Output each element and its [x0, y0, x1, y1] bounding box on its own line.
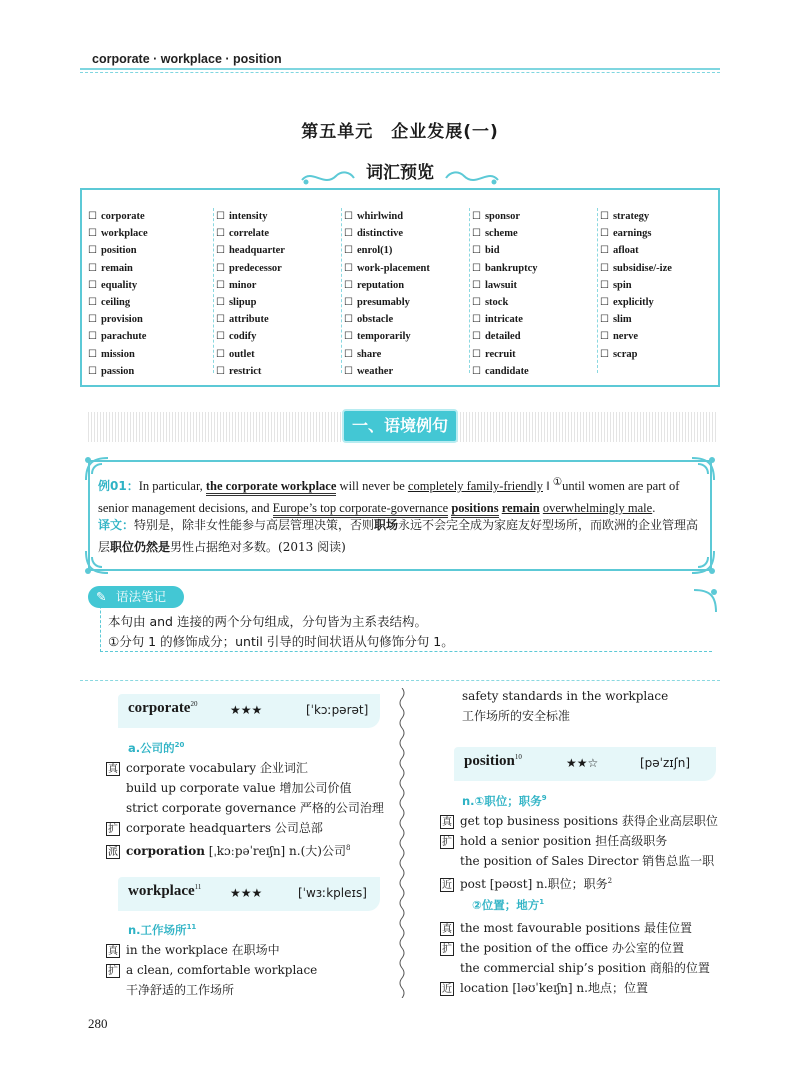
vocab-item[interactable]: ☐ afloat: [600, 245, 639, 257]
checkbox-icon[interactable]: ☐: [88, 262, 97, 274]
checkbox-icon[interactable]: ☐: [472, 279, 481, 291]
headword: workplace$^{11}$: [128, 883, 202, 899]
checkbox-icon[interactable]: ☐: [216, 279, 225, 291]
checkbox-icon[interactable]: ☐: [344, 296, 353, 308]
extend-mark: 扩: [442, 943, 452, 955]
vocab-item[interactable]: ☐ recruit: [472, 348, 516, 360]
vocab-item[interactable]: ☐ codify: [216, 331, 257, 343]
vocab-item[interactable]: ☐ intensity: [216, 211, 268, 222]
checkbox-icon[interactable]: ☐: [344, 228, 353, 240]
vocab-item[interactable]: ☐ outlet: [216, 348, 255, 360]
vocab-item[interactable]: ☐ parachute: [88, 331, 147, 343]
header-rule: [80, 68, 720, 76]
checkbox-icon[interactable]: ☐: [472, 348, 481, 360]
vocab-column-1: [88, 208, 214, 380]
checkbox-icon[interactable]: ☐: [88, 211, 97, 222]
vocab-item[interactable]: ☐ temporarily: [344, 331, 411, 343]
checkbox-icon[interactable]: ☐: [88, 245, 97, 257]
vocab-item[interactable]: ☐ ceiling: [88, 296, 131, 308]
extend-mark: 扩: [442, 836, 452, 848]
checkbox-icon[interactable]: ☐: [216, 245, 225, 257]
phonetic: [ˈwɜːkpleɪs]: [298, 886, 367, 900]
vocab-item[interactable]: ☐ whirlwind: [344, 211, 404, 222]
phonetic: [ˈkɔːpərət]: [306, 703, 369, 717]
part-of-speech: n.①职位；职务$^9$: [462, 794, 547, 808]
checkbox-icon[interactable]: ☐: [216, 331, 225, 343]
checkbox-icon[interactable]: ☐: [600, 314, 609, 326]
entry-lines-position-2: 真 the most favourable positions 最佳位置 扩 the position of the office 办公室的位置 the commercial ship’s position 商船的位置 近 location [ləʊˈkeɪʃn] n.地点；位置: [442, 921, 710, 995]
vocab-item[interactable]: ☐ slipup: [216, 296, 257, 308]
example-translation: 译文：特别是，除非女性能参与高层管理决策，否则职场永远不会完全成为家庭友好型场所，而欧洲的企业管理高层职位仍然是男性占据绝对多数。(2013 阅读): [98, 518, 699, 554]
checkbox-icon[interactable]: ☐: [472, 314, 481, 326]
vocab-column-3: [344, 208, 470, 380]
real-exam-mark: 真: [108, 763, 118, 775]
part-of-speech: a.公司的$^{20}$: [128, 741, 185, 755]
entry-lines-workplace: 真 in the workplace 在职场中 扩 a clean, comfortable workplace 干净舒适的工作场所: [108, 943, 318, 997]
pen-icon: ✎: [96, 589, 107, 604]
star-rating: ★★☆: [566, 756, 599, 770]
extend-mark: 扩: [108, 823, 118, 835]
checkbox-icon[interactable]: ☐: [88, 228, 97, 240]
corner-ornament-icon: [690, 586, 720, 616]
checkbox-icon[interactable]: ☐: [472, 245, 481, 257]
vocab-item[interactable]: ☐ attribute: [216, 314, 269, 326]
checkbox-icon[interactable]: ☐: [88, 365, 97, 377]
vocab-item[interactable]: ☐ lawsuit: [472, 279, 518, 291]
extend-mark: 扩: [108, 965, 118, 977]
checkbox-icon[interactable]: ☐: [472, 262, 481, 274]
section-divider: [80, 680, 720, 681]
vocab-item[interactable]: ☐ restrict: [216, 365, 262, 377]
checkbox-icon[interactable]: ☐: [600, 296, 609, 308]
vocab-item[interactable]: ☐ headquarter: [216, 245, 285, 257]
checkbox-icon[interactable]: ☐: [216, 228, 225, 240]
vocab-item[interactable]: ☐ obstacle: [344, 314, 394, 326]
synonym-mark: 近: [442, 879, 452, 891]
checkbox-icon[interactable]: ☐: [88, 279, 97, 291]
subject-phrase: the corporate workplace: [206, 479, 337, 496]
checkbox-icon[interactable]: ☐: [600, 348, 609, 360]
entry-lines-corporate: 真 corporate vocabulary 企业词汇 build up corporate value 增加公司价值 strict corporate governance 严格的公司治理 扩 corporate headquarters 公司总部 派 corporation [ˌkɔːpəˈreɪʃn] n.(大)公司$^8$: [108, 761, 384, 858]
entry-header-position: [454, 747, 716, 781]
checkbox-icon[interactable]: ☐: [344, 245, 353, 257]
checkbox-icon[interactable]: ☐: [600, 279, 609, 291]
example-sentence-en: 例01：In particular, the corporate workplace will never be completely family-friendly ‖ ①until women are part of senior management decisions, and Europe’s top corporate-governance positions remain overwhelmingly male.: [98, 472, 703, 519]
vocab-item[interactable]: ☐ bankruptcy: [472, 262, 538, 274]
vocab-item[interactable]: ☐ passion: [88, 365, 135, 377]
real-exam-mark: 真: [108, 945, 118, 957]
checkbox-icon[interactable]: ☐: [472, 228, 481, 240]
vocab-item[interactable]: ☐ explicitly: [600, 296, 654, 308]
vocab-item[interactable]: ☐ slim: [600, 314, 632, 326]
vocab-item[interactable]: ☐ nerve: [600, 331, 639, 343]
vocab-item[interactable]: ☐ earnings: [600, 228, 652, 240]
predicate-phrase: completely family-friendly: [407, 479, 543, 494]
vocab-item[interactable]: ☐ share: [344, 348, 382, 360]
vocab-preview-box: [80, 188, 720, 387]
vocab-item[interactable]: ☐ bid: [472, 245, 500, 257]
translation-label: 译文：: [98, 518, 135, 532]
checkbox-icon[interactable]: ☐: [600, 245, 609, 257]
vocab-item[interactable]: ☐ weather: [344, 365, 394, 377]
vocab-item[interactable]: ☐ detailed: [472, 331, 521, 343]
vocab-item[interactable]: ☐ predecessor: [216, 262, 282, 274]
entry-header-workplace: [118, 877, 380, 911]
checkbox-icon[interactable]: ☐: [216, 314, 225, 326]
real-exam-mark: 真: [442, 816, 452, 828]
checkbox-icon[interactable]: ☐: [88, 348, 97, 360]
vocab-item[interactable]: ☐ equality: [88, 279, 138, 291]
checkbox-icon[interactable]: ☐: [216, 365, 225, 377]
entry-header-corporate: [118, 694, 380, 728]
part-of-speech: ②位置；地方$^1$: [472, 898, 545, 912]
checkbox-icon[interactable]: ☐: [600, 228, 609, 240]
checkbox-icon[interactable]: ☐: [216, 348, 225, 360]
running-header: corporate · workplace · position: [92, 52, 282, 66]
part-of-speech: n.工作场所$^{11}$: [128, 923, 197, 937]
checkbox-icon[interactable]: ☐: [216, 262, 225, 274]
real-exam-mark: 真: [442, 923, 452, 935]
checkbox-icon[interactable]: ☐: [344, 314, 353, 326]
checkbox-icon[interactable]: ☐: [600, 331, 609, 343]
entry-lines-position-1: 真 get top business positions 获得企业高层职位 扩 hold a senior position 担任高级职务 the position of Sales Director 销售总监一职 近 post [pəʊst] n.职位；职务$^2$: [442, 814, 718, 891]
column-divider: [398, 688, 406, 998]
vocab-item[interactable]: ☐ distinctive: [344, 228, 404, 240]
vocab-item[interactable]: ☐ correlate: [216, 228, 269, 240]
checkbox-icon[interactable]: ☐: [344, 211, 353, 222]
grammar-tab: ✎ 语法笔记: [88, 586, 184, 608]
vocab-item[interactable]: ☐ corporate: [88, 211, 145, 222]
checkbox-icon[interactable]: ☐: [344, 279, 353, 291]
phonetic: [pəˈzɪʃn]: [640, 756, 691, 770]
example-label: 例01：: [98, 479, 139, 494]
checkbox-icon[interactable]: ☐: [344, 348, 353, 360]
grammar-line: 本句由 and 连接的两个分句组成，分句皆为主系表结构。: [108, 614, 427, 629]
checkbox-icon[interactable]: ☐: [600, 262, 609, 274]
vocab-item[interactable]: ☐ candidate: [472, 365, 529, 377]
vocab-item[interactable]: ☐ work-placement: [344, 262, 430, 274]
checkbox-icon[interactable]: ☐: [472, 331, 481, 343]
section-title: 一、语境例句: [342, 409, 458, 443]
grammar-line: ①分句 1 的修饰成分；until 引导的时间状语从句修饰分句 1。: [108, 634, 454, 649]
page-number: 280: [88, 1016, 108, 1031]
checkbox-icon[interactable]: ☐: [344, 262, 353, 274]
checkbox-icon[interactable]: ☐: [216, 211, 225, 222]
headword: corporate$^{20}$: [128, 700, 198, 716]
vocab-item[interactable]: ☐ mission: [88, 348, 135, 360]
vocab-column-2: [216, 208, 342, 380]
vocab-column-5: [600, 208, 718, 363]
checkbox-icon[interactable]: ☐: [600, 211, 609, 222]
checkbox-icon[interactable]: ☐: [472, 211, 481, 222]
star-rating: ★★★: [230, 703, 263, 717]
vocab-item[interactable]: ☐ sponsor: [472, 211, 520, 222]
vocab-item[interactable]: ☐ scheme: [472, 228, 518, 240]
vocab-item[interactable]: ☐ provision: [88, 314, 143, 326]
checkbox-icon[interactable]: ☐: [344, 365, 353, 377]
vocab-item[interactable]: ☐ subsidise/-ize: [600, 262, 672, 274]
vocab-item[interactable]: ☐ presumably: [344, 296, 410, 308]
derived-mark: 派: [108, 846, 118, 858]
vocab-item[interactable]: ☐ minor: [216, 279, 257, 291]
checkbox-icon[interactable]: ☐: [88, 314, 97, 326]
synonym-mark: 近: [442, 983, 452, 995]
vocab-item[interactable]: ☐ enrol(1): [344, 245, 393, 257]
vocab-item[interactable]: ☐ workplace: [88, 228, 148, 240]
checkbox-icon[interactable]: ☐: [344, 331, 353, 343]
checkbox-icon[interactable]: ☐: [472, 296, 481, 308]
vocab-column-4: [472, 208, 598, 380]
vocab-item[interactable]: ☐ position: [88, 245, 137, 257]
vocab-item[interactable]: ☐ spin: [600, 279, 632, 291]
vocab-item[interactable]: ☐ reputation: [344, 279, 405, 291]
checkbox-icon[interactable]: ☐: [88, 296, 97, 308]
checkbox-icon[interactable]: ☐: [216, 296, 225, 308]
headword: position$^{10}$: [464, 753, 522, 769]
checkbox-icon[interactable]: ☐: [88, 331, 97, 343]
vocab-title: 词汇预览: [366, 163, 434, 183]
checkbox-icon[interactable]: ☐: [472, 365, 481, 377]
vocab-item[interactable]: ☐ strategy: [600, 211, 650, 222]
unit-title: 第五单元 企业发展(一): [301, 122, 499, 142]
vocab-item[interactable]: ☐ intricate: [472, 314, 523, 326]
entry-continuation: safety standards in the workplace 工作场所的安全标准: [462, 689, 669, 723]
star-rating: ★★★: [230, 886, 263, 900]
vocab-item[interactable]: ☐ scrap: [600, 348, 638, 360]
vocab-item[interactable]: ☐ remain: [88, 262, 133, 274]
vocab-item[interactable]: ☐ stock: [472, 296, 509, 308]
